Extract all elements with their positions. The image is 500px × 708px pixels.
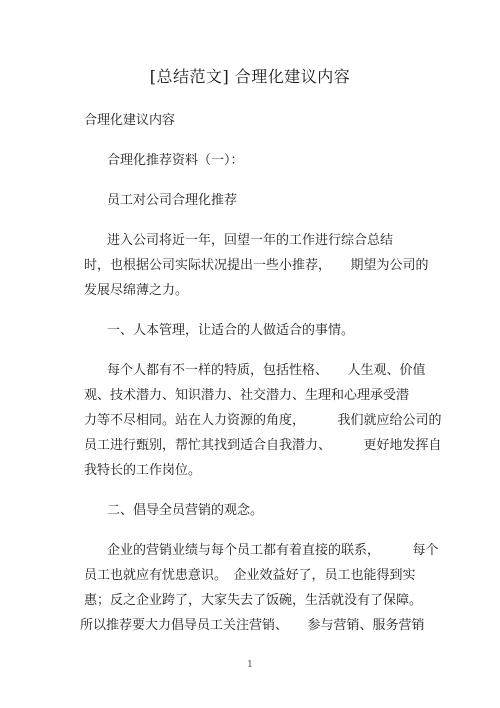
paragraph-line: 观、技术潜力、知识潜力、社交潜力、生理和心理承受潜 (84, 388, 410, 403)
paragraph-line: 我特长的工作岗位。 (84, 463, 202, 478)
paragraph-line: 进入公司将近一年，回望一年的工作进行综合总结 (107, 233, 394, 248)
paragraph-line: 员工也就应有忧患意识。 企业效益好了，员工也能得到实 (84, 568, 416, 583)
paragraph-line: 发展尽绵薄之力。 (84, 283, 189, 298)
subheading: 二、倡导全员营销的观念。 (107, 503, 264, 518)
section-heading: 合理化建议内容 (84, 113, 176, 128)
document-title: [总结范文] 合理化建议内容 (149, 67, 351, 86)
paragraph-line: 力等不尽相同。站在人力资源的角度， 我们就应给公司的 (84, 413, 442, 428)
subheading: 员工对公司合理化推荐 (107, 193, 238, 208)
paragraph-line: 企业的营销业绩与每个员工都有着直接的联系， 每个 (107, 543, 439, 558)
paragraph-line: 时，也根据公司实际状况提出一些小推荐， 期望为公司的 (84, 258, 429, 273)
page-number: 1 (247, 660, 253, 670)
subheading: 一、人本管理，让适合的人做适合的事情。 (107, 323, 355, 338)
subheading: 合理化推荐资料（一）： (107, 153, 244, 168)
paragraph-line: 惠；反之企业跨了，大家失去了饭碗，生活就没有了保障。 (84, 593, 423, 608)
paragraph-line: 所以推荐要大力倡导员工关注营销、 参与营销、服务营销 (80, 618, 425, 633)
paragraph-line: 每个人都有不一样的特质，包括性格、 人生观、价值 (107, 363, 426, 378)
paragraph-line: 员工进行甄别，帮忙其找到适合自我潜力、 更好地发挥自 (84, 438, 442, 453)
